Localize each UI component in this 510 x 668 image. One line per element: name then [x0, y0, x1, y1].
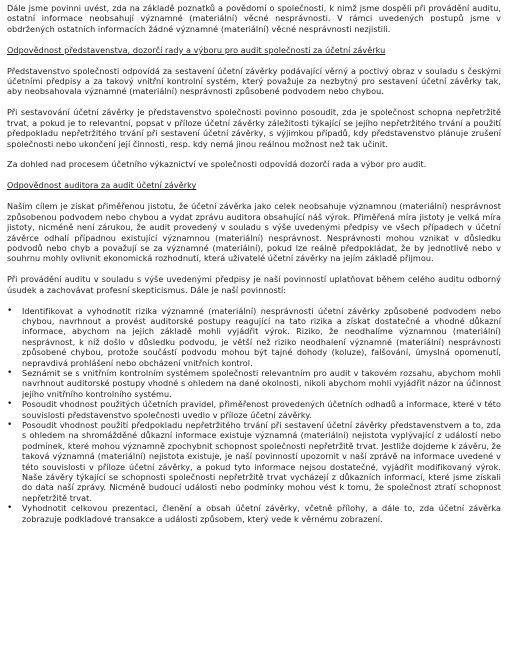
bullet-icon: •: [7, 305, 13, 316]
board-paragraph-1: Představenstvo společnosti odpovídá za sestavení účetní závěrky podávající věrný a poctivý obraz v souladu s českými účetními předpisy a za takový vnitřní kontrolní systém, který považuje za nezbytný pro sestavení účetní závěrky tak, aby neobsahovala významné (materiální) nesprávnosti způsobené podvodem nebo chybou.: [7, 65, 501, 97]
bullet-icon: •: [7, 503, 13, 514]
board-paragraph-2: Při sestavování účetní závěrky je představenstvo společnosti povinno posoudit, zda je společnost schopna nepřetržitě trvat, a pokud je to relevantní, popsat v příloze účetní závěrky záležitosti týkající se jejího nepřetržitého trvání a použití předpokladu nepřetržitého trvání při sestavení účetní závěrky, s výjimkou případů, kdy představenstvo plánuje zrušení společnosti nebo ukončení její činnosti, resp. kdy nemá jinou reálnou možnost než tak učinit.: [7, 107, 501, 149]
list-item: [7, 503, 501, 524]
bullet-icon: •: [7, 399, 13, 410]
list-item-text: Identifikovat a vyhodnotit rizika významné (materiální) nesprávnosti účetní závěrky způsobené podvodem nebo chybou, navrhnout a provést auditorské postupy reagující na tato rizika a získat dostatečné a vhodné důkazní informace, abychom na jejich základě mohli vyjádřit výrok. Riziko, že neodhalíme významnou (materiální) nesprávnost, k níž došlo v důsledku podvodu, je větší než riziko neodhalení významné (materiální) nesprávnosti způsobené chybou, protože součástí podvodu mohou být tajné dohody (koluze), falšování, úmyslná opomenutí, nepravdivá prohlášení nebo obcházení vnitřních kontrol.: [22, 305, 501, 368]
auditor-paragraph-2: Při provádění auditu v souladu s výše uvedenými předpisy je naší povinností uplatňovat během celého auditu odborný úsudek a zachovávat profesní skepticismus. Dále je naší povinností:: [7, 274, 501, 295]
list-item-text: Posoudit vhodnost použití předpokladu nepřetržitého trvání při sestavení účetní závěrky představenstvem a to, zda s ohledem na shromážděné důkazní informace existuje významná (materiální) nejistota vyplývající z událostí nebo podmínek, které mohou významně zpochybnit schopnost společnosti nepřetržitě trvat. Jestliže dojdeme k závěru, že taková významná (materiální) nejistota existuje, je naší povinností upozornit v naší zprávě na informace uvedené v této souvislosti v příloze účetní závěrky, a pokud tyto informace nejsou dostatečné, vyjádřit modifikovaný výrok. Naše závěry týkající se schopnosti společnosti nepřetržitě trvat vycházejí z důkazních informací, které jsme získali do data naší zprávy. Nicméně budoucí události nebo podmínky mohou vést k tomu, že společnost ztratí schopnost nepřetržitě trvat.: [22, 420, 501, 503]
heading-board-responsibility: Odpovědnost představenstva, dozorčí rady a výboru pro audit společnosti za účetní závěrku: [7, 44, 386, 55]
heading-auditor-responsibility: Odpovědnost auditora za audit účetní závěrky: [7, 180, 197, 191]
list-item-text: Vyhodnotit celkovou prezentaci, členění a obsah účetní závěrky, včetně přílohy, a dále to, zda účetní závěrka zobrazuje podkladové transakce a události způsobem, který vede k věrnému zobrazení.: [22, 503, 501, 524]
list-item-text: Seznámit se s vnitřním kontrolním systémem společnosti relevantním pro audit v takovém rozsahu, abychom mohli navrhnout auditorské postupy vhodné s ohledem na dané okolnosti, nikoli abychom mohli vyjádřit názor na účinnost jejího vnitřního kontrolního systému.: [22, 367, 501, 399]
list-item: [7, 306, 501, 368]
bullet-icon: •: [7, 367, 13, 378]
auditor-paragraph-1: Naším cílem je získat přiměřenou jistotu, že účetní závěrka jako celek neobsahuje významnou (materiální) nesprávnost způsobenou podvodem nebo chybou a vydat zprávu auditora obsahující náš výrok. Přiměřená míra jistoty je velká míra jistoty, nicméně není zárukou, že audit provedený v souladu s výše uvedenými předpisy ve všech případech v účetní závěrce odhalí případnou existující významnou (materiální) nesprávnost. Nesprávnosti mohou vznikat v důsledku podvodů nebo chyb a považují se za významné (materiální), pokud lze reálně předpokládat, že by jednotlivě nebo v souhrnu mohly ovlivnit ekonomická rozhodnutí, která uživatelé účetní závěrky na jejím základě přijmou.: [7, 201, 501, 264]
report-page: [7, 3, 501, 524]
list-item: [7, 399, 501, 420]
auditor-duties-list: [7, 306, 501, 525]
list-item-text: Posoudit vhodnost použitých účetních pravidel, přiměřenost provedených účetních odhadů a informace, které v této souvislosti představenstvo společnosti uvedlo v příloze účetní závěrky.: [22, 399, 501, 420]
board-paragraph-3: Za dohled nad procesem účetního výkaznictví ve společnosti odpovídá dozorčí rada a výbor pro audit.: [7, 159, 427, 170]
list-item: [7, 368, 501, 399]
intro-paragraph: Dále jsme povinni uvést, zda na základě poznatků a povědomí o společnosti, k nimž jsme dospěli při provádění auditu, ostatní informace neobsahují významné (materiální) věcné nesprávnosti. V rámci uvedených postupů jsme v obdržených ostatních informacích žádné významné (materiální) věcné nesprávnosti nezjistili.: [7, 3, 501, 34]
list-item: [7, 420, 501, 503]
bullet-icon: •: [7, 420, 13, 430]
